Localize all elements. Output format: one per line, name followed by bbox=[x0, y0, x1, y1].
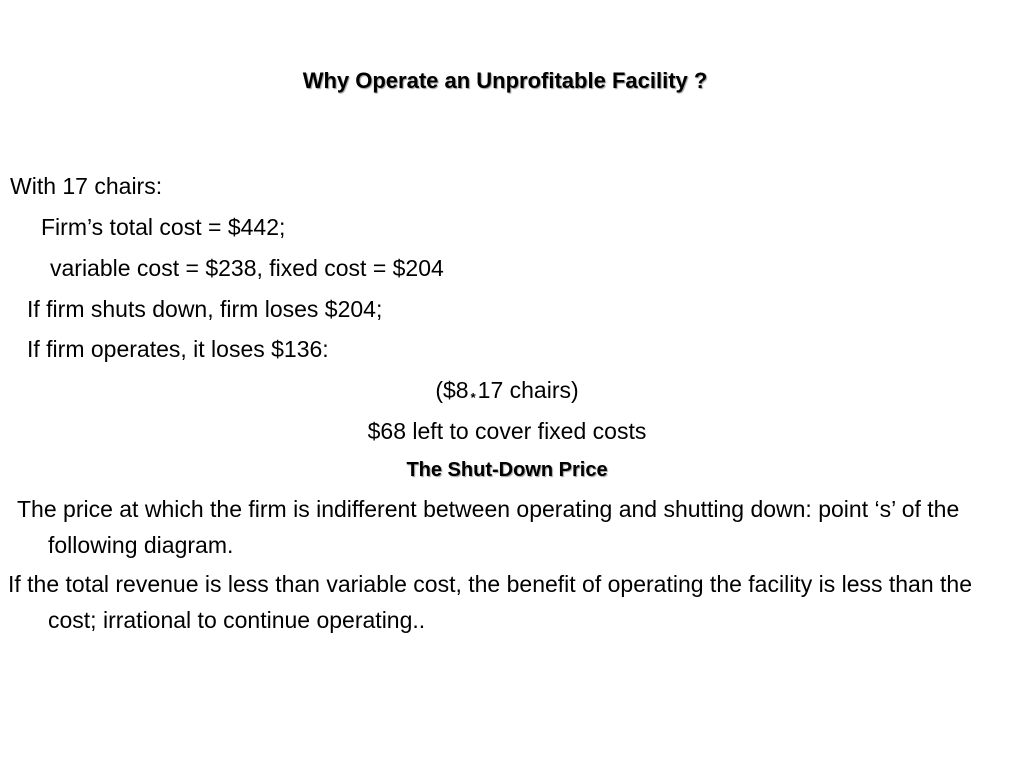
slide-title: Why Operate an Unprofitable Facility ? bbox=[302, 68, 708, 93]
remainder-line: $68 left to cover fixed costs bbox=[367, 418, 647, 444]
definition-paragraph: The price at which the firm is indifferent between operating and shutting down: point ‘s’ of the following diagram. bbox=[17, 496, 960, 558]
rule-paragraph: If the total revenue is less than variable cost, the benefit of operating the facility is less than the cost; irrational to continue operating.. bbox=[8, 571, 973, 633]
calculation-line bbox=[0, 376, 1014, 412]
total-cost-line: Firm’s total cost = $442; bbox=[41, 214, 286, 240]
operate-loss-line: If firm operates, it loses $136: bbox=[27, 336, 329, 362]
chairs-line: With 17 chairs: bbox=[10, 173, 163, 199]
shutdown-loss-line: If firm shuts down, firm loses $204; bbox=[27, 296, 383, 322]
variable-fixed-cost-line: variable cost = $238, fixed cost = $204 bbox=[50, 255, 444, 281]
calc-open: ($8 bbox=[435, 377, 469, 403]
multiply-sign: * bbox=[470, 390, 476, 405]
calc-close: 17 chairs) bbox=[477, 377, 579, 403]
shutdown-price-heading: The Shut-Down Price bbox=[406, 459, 608, 481]
